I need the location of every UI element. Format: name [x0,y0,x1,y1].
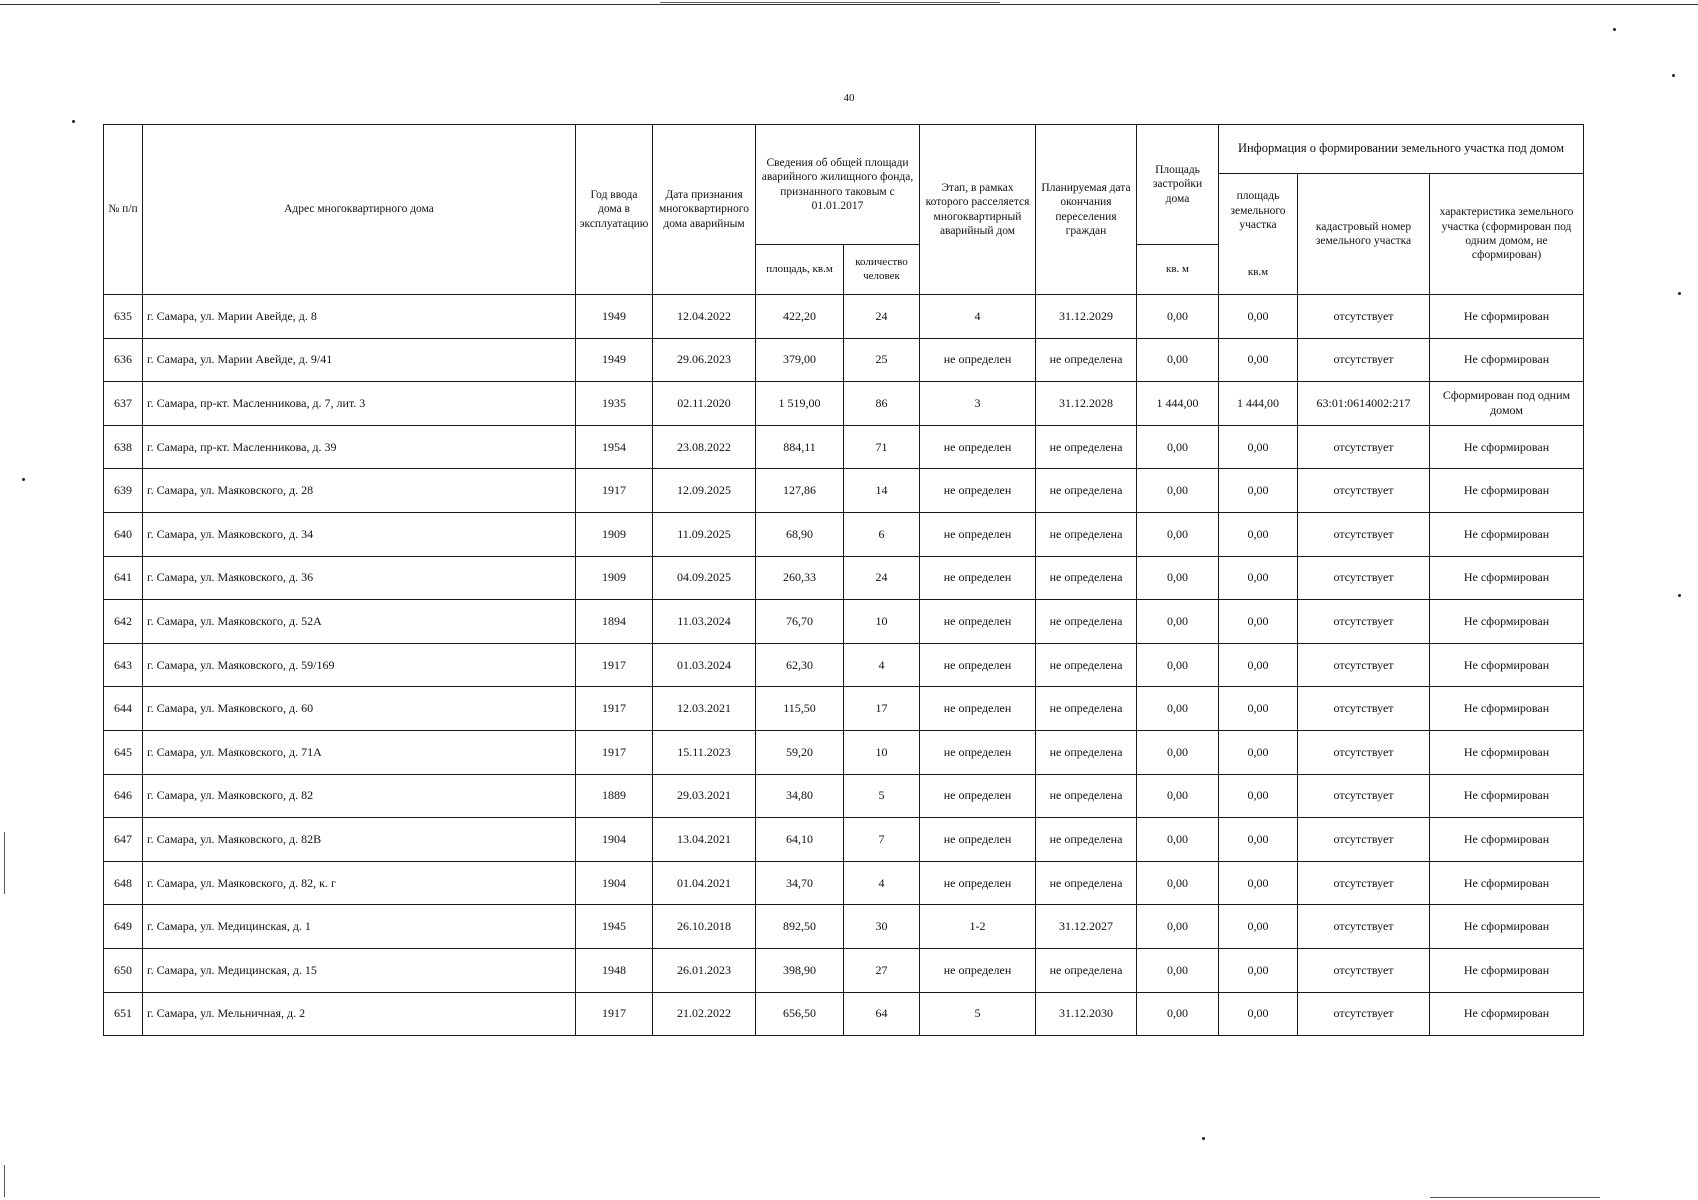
table-row [104,818,1584,862]
cell-footprint: 0,00 [1137,469,1219,513]
cell-land-area: 0,00 [1219,469,1298,513]
col-header-footprint-unit: кв. м [1137,245,1219,295]
cell-num: 651 [104,992,143,1036]
cell-year: 1917 [576,992,653,1036]
cell-year: 1949 [576,295,653,339]
cell-stage: не определен [920,556,1036,600]
cell-planned-date: 31.12.2027 [1036,905,1137,949]
cell-year: 1954 [576,425,653,469]
cell-land-area: 0,00 [1219,687,1298,731]
cell-address: г. Самара, ул. Маяковского, д. 36 [143,556,576,600]
cell-year: 1904 [576,818,653,862]
col-header-address: Адрес многоквартирного дома [143,125,576,295]
cell-address: г. Самара, ул. Мельничная, д. 2 [143,992,576,1036]
cell-land-area: 0,00 [1219,425,1298,469]
scan-speck [1672,74,1675,77]
table-row [104,382,1584,426]
cell-area: 64,10 [756,818,844,862]
cell-recognition-date: 15.11.2023 [653,730,756,774]
col-header-land-group: Информация о формировании земельного участка под домом [1219,125,1584,174]
col-header-people-sub: количество человек [844,245,920,295]
cell-status: Не сформирован [1430,687,1584,731]
cell-footprint: 0,00 [1137,512,1219,556]
cell-year: 1935 [576,382,653,426]
cell-cadastral: отсутствует [1298,556,1430,600]
cell-year: 1917 [576,469,653,513]
col-header-recognition-date: Дата признания многоквартирного дома аварийным [653,125,756,295]
cell-people: 24 [844,295,920,339]
cell-area: 34,70 [756,861,844,905]
cell-area: 422,20 [756,295,844,339]
cell-address: г. Самара, ул. Маяковского, д. 34 [143,512,576,556]
cell-status: Сформирован под одним домом [1430,382,1584,426]
cell-people: 64 [844,992,920,1036]
cell-people: 24 [844,556,920,600]
cell-area: 379,00 [756,338,844,382]
cell-num: 646 [104,774,143,818]
cell-stage: не определен [920,338,1036,382]
cell-year: 1945 [576,905,653,949]
cell-year: 1889 [576,774,653,818]
cell-status: Не сформирован [1430,774,1584,818]
cell-stage: 1-2 [920,905,1036,949]
cell-people: 4 [844,643,920,687]
cell-status: Не сформирован [1430,818,1584,862]
cell-land-area: 0,00 [1219,556,1298,600]
cell-stage: не определен [920,948,1036,992]
cell-footprint: 0,00 [1137,905,1219,949]
cell-recognition-date: 02.11.2020 [653,382,756,426]
table-row [104,338,1584,382]
cell-planned-date: не определена [1036,469,1137,513]
cell-area: 1 519,00 [756,382,844,426]
cell-num: 636 [104,338,143,382]
cell-planned-date: не определена [1036,425,1137,469]
cell-num: 637 [104,382,143,426]
cell-num: 638 [104,425,143,469]
cell-land-area: 0,00 [1219,512,1298,556]
cell-land-area: 0,00 [1219,295,1298,339]
cell-cadastral: отсутствует [1298,338,1430,382]
cell-planned-date: не определена [1036,730,1137,774]
cell-stage: не определен [920,861,1036,905]
cell-year: 1904 [576,861,653,905]
page-number: 40 [843,92,855,104]
cell-recognition-date: 21.02.2022 [653,992,756,1036]
cell-num: 649 [104,905,143,949]
cell-recognition-date: 26.01.2023 [653,948,756,992]
cell-recognition-date: 01.03.2024 [653,643,756,687]
cell-planned-date: не определена [1036,818,1137,862]
cell-area: 892,50 [756,905,844,949]
cell-stage: 4 [920,295,1036,339]
cell-cadastral: отсутствует [1298,425,1430,469]
header-row-top [104,125,1584,174]
cell-planned-date: 31.12.2029 [1036,295,1137,339]
table-row [104,730,1584,774]
scan-speck [1678,292,1681,295]
cell-status: Не сформирован [1430,556,1584,600]
col-header-area-info: Сведения об общей площади аварийного жилищного фонда, признанного таковым с 01.01.2017 [756,125,920,245]
cell-address: г. Самара, ул. Медицинская, д. 15 [143,948,576,992]
table-row [104,861,1584,905]
cell-area: 59,20 [756,730,844,774]
cell-people: 14 [844,469,920,513]
cell-cadastral: отсутствует [1298,469,1430,513]
scan-top-rule [0,4,1698,5]
cell-footprint: 0,00 [1137,730,1219,774]
cell-footprint: 0,00 [1137,948,1219,992]
cell-people: 6 [844,512,920,556]
cell-footprint: 0,00 [1137,861,1219,905]
cell-footprint: 0,00 [1137,818,1219,862]
table-row [104,600,1584,644]
table-row [104,469,1584,513]
cell-address: г. Самара, пр-кт. Масленникова, д. 39 [143,425,576,469]
cell-people: 10 [844,730,920,774]
cell-address: г. Самара, ул. Маяковского, д. 60 [143,687,576,731]
cell-recognition-date: 12.03.2021 [653,687,756,731]
col-header-year: Год ввода дома в эксплуатацию [576,125,653,295]
cell-status: Не сформирован [1430,948,1584,992]
cell-area: 34,80 [756,774,844,818]
cell-footprint: 0,00 [1137,643,1219,687]
cell-num: 639 [104,469,143,513]
scan-edge-mark [1430,1197,1600,1198]
cell-land-area: 0,00 [1219,818,1298,862]
cell-recognition-date: 11.03.2024 [653,600,756,644]
cell-year: 1949 [576,338,653,382]
table-row [104,556,1584,600]
cell-stage: не определен [920,469,1036,513]
scan-speck [72,120,75,123]
cell-cadastral: отсутствует [1298,818,1430,862]
cell-cadastral: 63:01:0614002:217 [1298,382,1430,426]
cell-planned-date: не определена [1036,643,1137,687]
cell-footprint: 0,00 [1137,992,1219,1036]
table-row [104,643,1584,687]
cell-stage: не определен [920,600,1036,644]
cell-num: 644 [104,687,143,731]
cell-land-area: 0,00 [1219,905,1298,949]
cell-cadastral: отсутствует [1298,600,1430,644]
table-row [104,774,1584,818]
cell-land-area: 0,00 [1219,992,1298,1036]
cell-status: Не сформирован [1430,469,1584,513]
cell-cadastral: отсутствует [1298,730,1430,774]
cell-people: 7 [844,818,920,862]
cell-address: г. Самара, ул. Маяковского, д. 59/169 [143,643,576,687]
cell-cadastral: отсутствует [1298,643,1430,687]
cell-year: 1909 [576,512,653,556]
cell-status: Не сформирован [1430,600,1584,644]
cell-recognition-date: 11.09.2025 [653,512,756,556]
cell-land-area: 0,00 [1219,730,1298,774]
cell-cadastral: отсутствует [1298,992,1430,1036]
cell-planned-date: не определена [1036,556,1137,600]
cell-area: 62,30 [756,643,844,687]
cell-num: 647 [104,818,143,862]
col-header-num: № п/п [104,125,143,295]
cell-status: Не сформирован [1430,861,1584,905]
cell-stage: 5 [920,992,1036,1036]
cell-planned-date: не определена [1036,600,1137,644]
scan-speck [22,478,25,481]
cell-land-area: 0,00 [1219,643,1298,687]
cell-status: Не сформирован [1430,992,1584,1036]
cell-land-area: 1 444,00 [1219,382,1298,426]
cell-recognition-date: 12.04.2022 [653,295,756,339]
cell-stage: не определен [920,730,1036,774]
col-header-planned-date: Планируемая дата окончания переселения граждан [1036,125,1137,295]
cell-planned-date: 31.12.2030 [1036,992,1137,1036]
cell-area: 398,90 [756,948,844,992]
cell-year: 1894 [576,600,653,644]
cell-stage: не определен [920,774,1036,818]
cell-num: 641 [104,556,143,600]
cell-cadastral: отсутствует [1298,861,1430,905]
cell-area: 656,50 [756,992,844,1036]
cell-address: г. Самара, ул. Маяковского, д. 82, к. г [143,861,576,905]
cell-area: 115,50 [756,687,844,731]
cell-recognition-date: 23.08.2022 [653,425,756,469]
table-row [104,905,1584,949]
cell-people: 30 [844,905,920,949]
scan-speck [1678,594,1681,597]
cell-people: 5 [844,774,920,818]
cell-recognition-date: 12.09.2025 [653,469,756,513]
cell-num: 642 [104,600,143,644]
cell-num: 650 [104,948,143,992]
cell-planned-date: не определена [1036,948,1137,992]
cell-planned-date: не определена [1036,687,1137,731]
cell-land-area: 0,00 [1219,774,1298,818]
cell-people: 10 [844,600,920,644]
cell-year: 1948 [576,948,653,992]
cell-num: 645 [104,730,143,774]
cell-status: Не сформирован [1430,730,1584,774]
cell-stage: не определен [920,643,1036,687]
table-row [104,295,1584,339]
cell-footprint: 0,00 [1137,556,1219,600]
cell-stage: 3 [920,382,1036,426]
cell-planned-date: не определена [1036,338,1137,382]
cell-status: Не сформирован [1430,905,1584,949]
cell-people: 71 [844,425,920,469]
cell-address: г. Самара, ул. Марии Авейде, д. 8 [143,295,576,339]
cell-planned-date: 31.12.2028 [1036,382,1137,426]
scan-edge-mark [4,1165,5,1197]
scan-speck [1613,28,1616,31]
col-header-area-sub: площадь, кв.м [756,245,844,295]
cell-recognition-date: 04.09.2025 [653,556,756,600]
col-header-stage: Этап, в рамках которого расселяется многоквартирный аварийный дом [920,125,1036,295]
cell-land-area: 0,00 [1219,600,1298,644]
cell-status: Не сформирован [1430,425,1584,469]
cell-area: 127,86 [756,469,844,513]
table-body [104,295,1584,1036]
scan-edge-mark [4,832,5,894]
cell-year: 1917 [576,643,653,687]
cell-stage: не определен [920,425,1036,469]
col-header-footprint: Площадь застройки дома [1137,125,1219,245]
cell-address: г. Самара, ул. Маяковского, д. 71А [143,730,576,774]
cell-footprint: 0,00 [1137,425,1219,469]
cell-area: 260,33 [756,556,844,600]
col-header-land-area: площадь земельного участка кв.м [1219,174,1298,295]
cell-people: 25 [844,338,920,382]
cell-area: 68,90 [756,512,844,556]
cell-planned-date: не определена [1036,774,1137,818]
cell-recognition-date: 29.03.2021 [653,774,756,818]
cell-status: Не сформирован [1430,295,1584,339]
cell-year: 1909 [576,556,653,600]
col-header-land-unit: кв.м [1247,266,1269,279]
cell-cadastral: отсутствует [1298,774,1430,818]
cell-num: 635 [104,295,143,339]
cell-address: г. Самара, ул. Маяковского, д. 28 [143,469,576,513]
housing-registry-table [103,124,1584,1036]
cell-people: 4 [844,861,920,905]
cell-num: 643 [104,643,143,687]
cell-cadastral: отсутствует [1298,295,1430,339]
cell-num: 648 [104,861,143,905]
cell-cadastral: отсутствует [1298,512,1430,556]
cell-planned-date: не определена [1036,512,1137,556]
cell-status: Не сформирован [1430,338,1584,382]
cell-area: 884,11 [756,425,844,469]
cell-stage: не определен [920,512,1036,556]
table-row [104,512,1584,556]
table-row [104,948,1584,992]
cell-recognition-date: 26.10.2018 [653,905,756,949]
cell-address: г. Самара, пр-кт. Масленникова, д. 7, лит. 3 [143,382,576,426]
cell-people: 17 [844,687,920,731]
table-row [104,992,1584,1036]
cell-footprint: 0,00 [1137,687,1219,731]
cell-address: г. Самара, ул. Маяковского, д. 52А [143,600,576,644]
cell-area: 76,70 [756,600,844,644]
cell-recognition-date: 01.04.2021 [653,861,756,905]
cell-cadastral: отсутствует [1298,905,1430,949]
cell-stage: не определен [920,818,1036,862]
cell-footprint: 1 444,00 [1137,382,1219,426]
cell-num: 640 [104,512,143,556]
table-row [104,687,1584,731]
cell-status: Не сформирован [1430,512,1584,556]
cell-planned-date: не определена [1036,861,1137,905]
scan-speck [1202,1137,1205,1140]
col-header-characteristic: характеристика земельного участка (сформирован под одним домом, не сформирован) [1430,174,1584,295]
scan-top-rule-secondary [660,2,1000,3]
cell-stage: не определен [920,687,1036,731]
cell-footprint: 0,00 [1137,600,1219,644]
cell-people: 27 [844,948,920,992]
cell-address: г. Самара, ул. Медицинская, д. 1 [143,905,576,949]
cell-address: г. Самара, ул. Маяковского, д. 82В [143,818,576,862]
table-row [104,425,1584,469]
cell-year: 1917 [576,687,653,731]
cell-cadastral: отсутствует [1298,948,1430,992]
cell-status: Не сформирован [1430,643,1584,687]
cell-cadastral: отсутствует [1298,687,1430,731]
cell-recognition-date: 13.04.2021 [653,818,756,862]
cell-footprint: 0,00 [1137,774,1219,818]
cell-land-area: 0,00 [1219,861,1298,905]
cell-address: г. Самара, ул. Маяковского, д. 82 [143,774,576,818]
cell-recognition-date: 29.06.2023 [653,338,756,382]
cell-footprint: 0,00 [1137,295,1219,339]
cell-footprint: 0,00 [1137,338,1219,382]
cell-people: 86 [844,382,920,426]
cell-land-area: 0,00 [1219,948,1298,992]
cell-land-area: 0,00 [1219,338,1298,382]
cell-year: 1917 [576,730,653,774]
col-header-cadastral: кадастровый номер земельного участка [1298,174,1430,295]
cell-address: г. Самара, ул. Марии Авейде, д. 9/41 [143,338,576,382]
